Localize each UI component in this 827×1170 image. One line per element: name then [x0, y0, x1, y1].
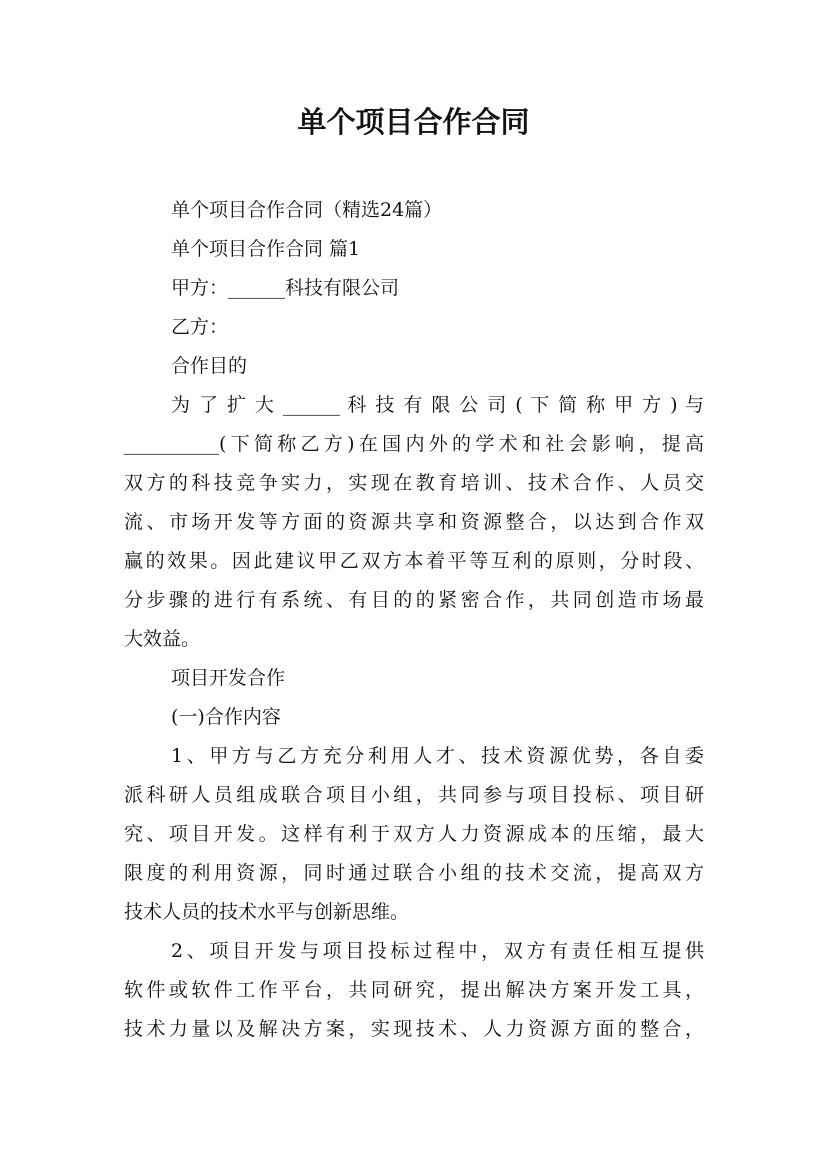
party-b-line: 乙方： [171, 316, 229, 338]
paragraph-line: 派科研人员组成联合项目小组，共同参与项目投标、项目研 [124, 784, 704, 806]
paragraph-line: 双方的科技竞争实力，实现在教育培训、技术合作、人员交 [124, 472, 704, 494]
paragraph-line: 技术人员的技术水平与创新思维。 [124, 901, 410, 923]
paragraph-line: 流、市场开发等方面的资源共享和资源整合，以达到合作双 [124, 511, 704, 533]
paragraph-line: 2、项目开发与项目投标过程中，双方有责任相互提供 [171, 940, 704, 962]
document-title: 单个项目合作合同 [297, 105, 530, 139]
paragraph-line: 1、甲方与乙方充分利用人才、技术资源优势，各自委 [171, 745, 704, 767]
party-a-line: 甲方：______科技有限公司 [171, 277, 400, 299]
paragraph-line: 大效益。 [124, 628, 201, 650]
paragraph-line: __________(下简称乙方)在国内外的学术和社会影响，提高 [124, 433, 704, 455]
purpose-heading: 合作目的 [171, 355, 248, 377]
subsection-heading: (一)合作内容 [171, 706, 281, 728]
paragraph-line: 技术力量以及解决方案，实现技术、人力资源方面的整合， [124, 1018, 704, 1040]
subtitle-line: 单个项目合作合同（精选24篇） [171, 199, 443, 221]
paragraph-line: 赢的效果。因此建议甲乙双方本着平等互利的原则，分时段、 [124, 550, 704, 572]
paragraph-line: 限度的利用资源，同时通过联合小组的技术交流，提高双方 [124, 862, 704, 884]
paragraph-line: 分步骤的进行有系统、有目的的紧密合作，共同创造市场最 [124, 589, 704, 611]
section-heading: 单个项目合作合同 篇1 [171, 238, 361, 260]
paragraph-line: 究、项目开发。这样有利于双方人力资源成本的压缩，最大 [124, 823, 704, 845]
paragraph-line: 软件或软件工作平台，共同研究，提出解决方案开发工具， [124, 979, 704, 1001]
paragraph-line: 为 了 扩 大 ______ 科 技 有 限 公 司 ( 下 简 称 甲 方 ) 与 [171, 394, 704, 416]
section-heading: 项目开发合作 [171, 667, 286, 689]
